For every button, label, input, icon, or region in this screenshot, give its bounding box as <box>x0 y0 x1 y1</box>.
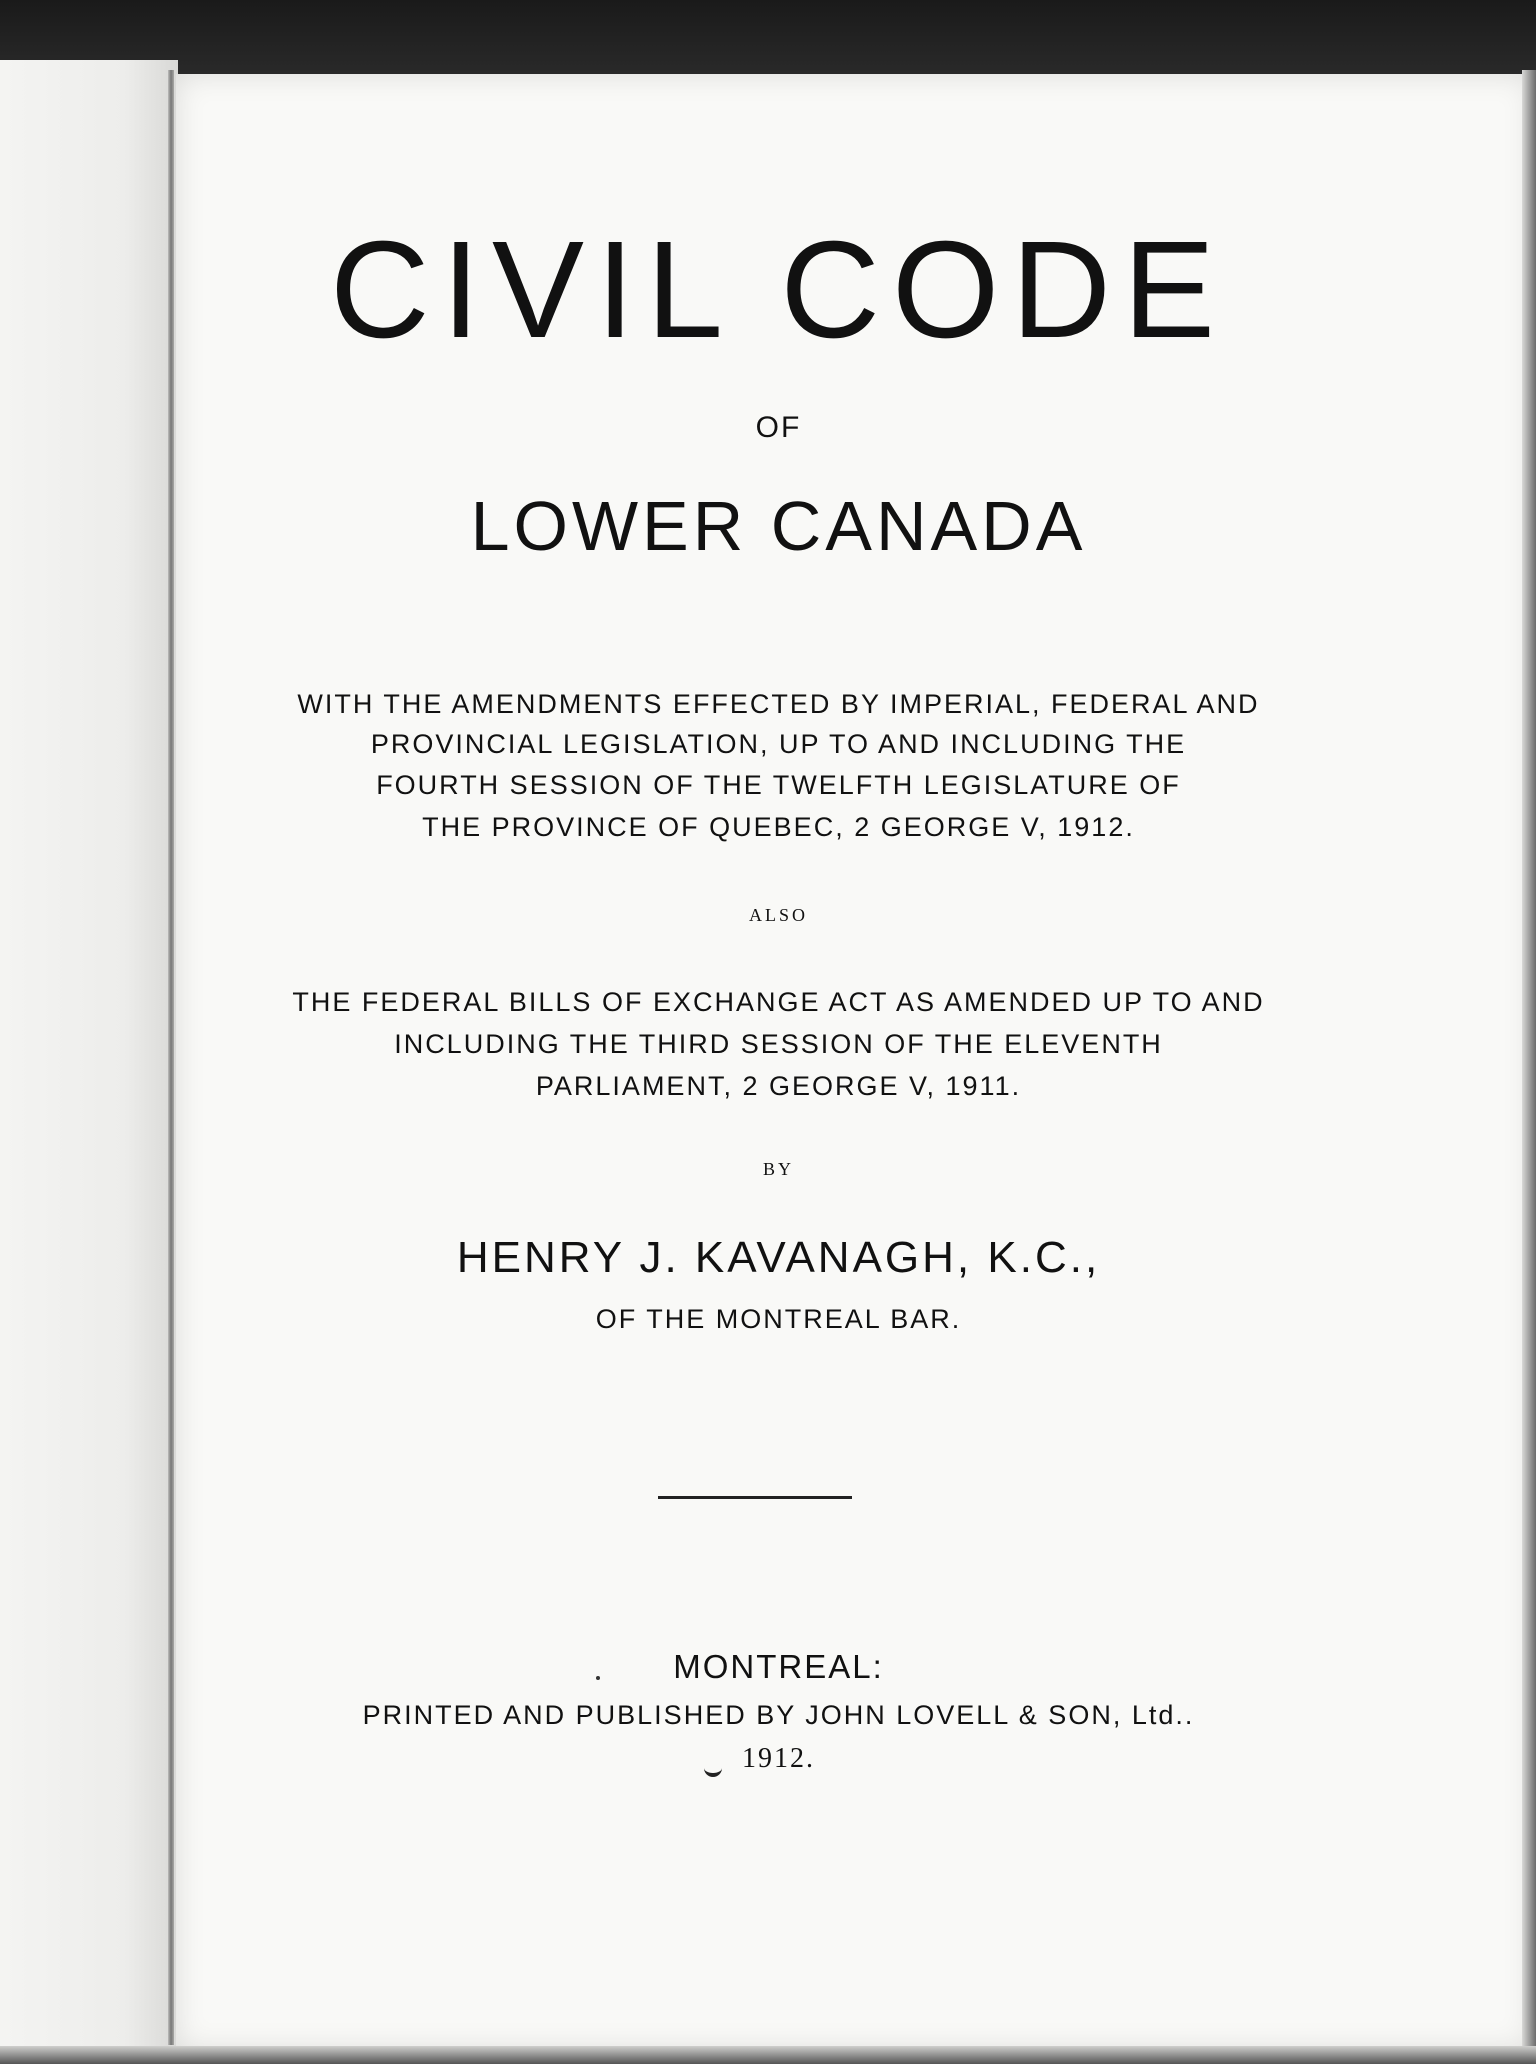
separator-rule <box>658 1496 852 1499</box>
book-subtitle: LOWER CANADA <box>470 487 1087 565</box>
author-affiliation: OF THE MONTREAL BAR. <box>595 1304 962 1334</box>
page-fold <box>168 70 174 2045</box>
description-line: THE PROVINCE OF QUEBEC, 2 GEORGE V, 1912. <box>422 812 1135 842</box>
publisher-line: PRINTED AND PUBLISHED BY JOHN LOVELL & SON, Ltd.. <box>362 1700 1195 1730</box>
also-label: ALSO <box>748 905 808 925</box>
scan-bottom-border <box>0 2046 1536 2064</box>
by-label: BY <box>762 1159 794 1179</box>
publication-place: MONTREAL: <box>673 1648 884 1685</box>
description-line: WITH THE AMENDMENTS EFFECTED BY IMPERIAL, FEDERAL AND <box>297 689 1260 719</box>
author-name: HENRY J. KAVANAGH, K.C., <box>456 1233 1101 1282</box>
book-title: CIVIL CODE <box>329 213 1228 367</box>
scan-right-border <box>1522 70 1536 2064</box>
act-description-line: INCLUDING THE THIRD SESSION OF THE ELEVENTH <box>394 1029 1163 1059</box>
facing-page-edge <box>0 60 178 2050</box>
description-line: PROVINCIAL LEGISLATION, UP TO AND INCLUDING THE <box>370 729 1187 759</box>
act-description-line: PARLIAMENT, 2 GEORGE V, 1911. <box>535 1071 1022 1101</box>
publication-year: 1912. <box>742 1743 815 1774</box>
description-line: FOURTH SESSION OF THE TWELFTH LEGISLATURE OF <box>376 770 1181 800</box>
act-description-line: THE FEDERAL BILLS OF EXCHANGE ACT AS AMENDED UP TO AND <box>292 987 1265 1017</box>
scan-top-border <box>0 0 1536 78</box>
title-connector: OF <box>755 411 802 444</box>
